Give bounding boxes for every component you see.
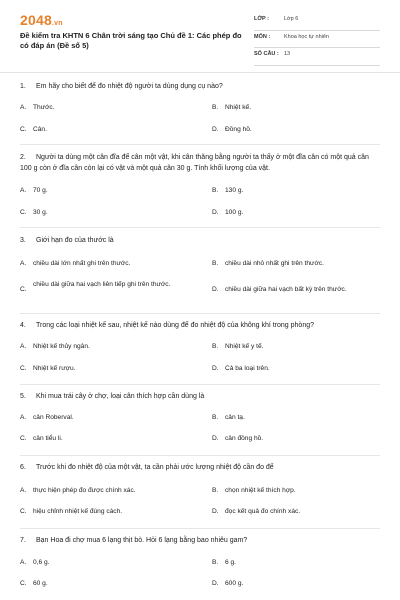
question-6 (0, 462, 400, 532)
question-divider (20, 313, 380, 314)
option-text: cân Roberval. (33, 414, 74, 421)
option-text: cân tạ. (225, 414, 245, 421)
option-text: chiều dài lớn nhất ghi trên thước. (33, 260, 131, 267)
option-letter: D. (212, 580, 219, 587)
option-text: 30 g. (33, 209, 48, 216)
option-letter: C. (20, 286, 27, 293)
option-letter: B. (212, 414, 219, 421)
meta-row-subject (254, 31, 380, 49)
option-text: 60 g. (33, 580, 48, 587)
option-letter: A. (20, 487, 27, 494)
question-text (20, 391, 380, 402)
option-letter: B. (212, 559, 219, 566)
question-text (20, 535, 380, 546)
option-text: hiệu chỉnh nhiệt kế đúng cách. (33, 508, 123, 515)
option-text: 6 g. (225, 559, 236, 566)
option-letter: D. (212, 508, 219, 515)
question-number: 1. (20, 83, 26, 90)
header-divider (0, 72, 400, 73)
document-title: Đề kiểm tra KHTN 6 Chân trời sáng tạo Chủ đề 1: Các phép đo có đáp án (Đề số 5) (20, 31, 242, 50)
option-text: chiều dài nhỏ nhất ghi trên thước. (225, 260, 324, 267)
question-stem: Khi mua trái cây ở chợ, loại cân thích hợp cần dùng là (36, 393, 205, 400)
option-letter: C. (20, 365, 27, 372)
question-divider (20, 144, 380, 145)
option-letter: D. (212, 365, 219, 372)
meta-row-class (254, 13, 380, 31)
option-text: 130 g. (225, 187, 244, 194)
page-header (0, 0, 400, 72)
meta-label: LỚP : (254, 16, 269, 22)
option-letter: D. (212, 286, 219, 293)
option-letter: B. (212, 104, 219, 111)
question-stem: Giới hạn đo của thước là (36, 237, 114, 244)
option-text: 600 g. (225, 580, 244, 587)
option-text: Cân. (33, 126, 47, 133)
meta-label: SỐ CÂU : (254, 51, 279, 57)
question-divider (20, 384, 380, 385)
question-1 (0, 81, 400, 151)
option-text: chiều dài giữa hai vạch bất kỳ trên thước. (225, 286, 347, 293)
option-text: Cả ba loại trên. (225, 365, 270, 372)
option-text: chọn nhiệt kế thích hợp. (225, 487, 296, 494)
option-letter: D. (212, 435, 219, 442)
question-5 (0, 391, 400, 461)
option-letter: B. (212, 187, 219, 194)
question-number: 2. (20, 154, 26, 161)
option-text: Nhiệt kế thủy ngân. (33, 343, 90, 350)
question-divider (20, 528, 380, 529)
question-text (20, 235, 380, 246)
option-letter: D. (212, 126, 219, 133)
meta-label: MÔN : (254, 33, 271, 40)
question-2 (0, 152, 400, 230)
question-stem: Em hãy cho biết để đo nhiệt độ người ta dùng dụng cụ nào? (36, 83, 223, 90)
question-divider (20, 455, 380, 456)
option-letter: C. (20, 209, 27, 216)
question-stem: Trước khi đo nhiệt độ của một vật, ta cần phải ước lượng nhiệt độ cần đo để (36, 464, 274, 471)
option-letter: A. (20, 187, 27, 194)
option-text: cân tiểu li. (33, 435, 63, 442)
question-text (20, 152, 380, 174)
question-text (20, 81, 380, 92)
question-stem: Trong các loại nhiệt kế sau, nhiệt kế nào dùng để đo nhiệt độ của không khí trong phòng? (36, 322, 314, 329)
option-text: 100 g. (225, 209, 244, 216)
option-text: Nhiệt kế. (225, 104, 252, 111)
option-letter: B. (212, 487, 219, 494)
option-text: Đồng hồ. (225, 126, 252, 133)
option-text: thực hiện phép đo được chính xác. (33, 487, 136, 494)
option-text: cân đồng hồ. (225, 435, 264, 442)
option-text: Thước. (33, 104, 55, 111)
option-text: Nhiệt kế rượu. (33, 365, 76, 372)
option-text: Nhiệt kế y tế. (225, 343, 264, 350)
option-letter: B. (212, 343, 219, 350)
option-text: 0,6 g. (33, 559, 50, 566)
option-text: đọc kết quả đo chính xác. (225, 508, 301, 515)
option-letter: A. (20, 343, 27, 350)
question-number: 7. (20, 537, 26, 544)
exam-meta (254, 13, 380, 66)
option-letter: D. (212, 209, 219, 216)
question-number: 5. (20, 393, 26, 400)
option-letter: C. (20, 435, 27, 442)
meta-value: Lớp 6 (284, 16, 299, 22)
question-divider (20, 227, 380, 228)
question-4 (0, 320, 400, 390)
option-letter: A. (20, 260, 27, 267)
option-text: chiều dài giữa hai vạch liên tiếp ghi trên thước. (33, 281, 171, 288)
question-stem: Người ta dùng một cân đĩa để cân một vật, khi cân thăng bằng người ta thấy ở một đĩa cân có một quả cân 100 g còn ở đĩa cân còn lại có vật và một quả cân 30 g. Tính khối lượng của vật. (20, 154, 369, 172)
question-stem: Bạn Hoa đi chợ mua 6 lạng thịt bò. Hỏi 6 lạng bằng bao nhiêu gam? (36, 537, 248, 544)
option-letter: B. (212, 260, 219, 267)
option-text: 70 g. (33, 187, 48, 194)
meta-value: 13 (284, 51, 291, 57)
option-letter: C. (20, 508, 27, 515)
site-logo[interactable] (20, 12, 63, 28)
logo-text: 2048 (20, 12, 52, 28)
option-letter: C. (20, 580, 27, 587)
question-7 (0, 535, 400, 597)
question-3 (0, 235, 400, 317)
question-number: 6. (20, 464, 26, 471)
logo-suffix: .vn (51, 20, 63, 27)
question-text (20, 462, 380, 473)
option-letter: A. (20, 414, 27, 421)
question-text (20, 320, 380, 331)
question-number: 3. (20, 237, 26, 244)
meta-row-count (254, 48, 380, 66)
question-number: 4. (20, 322, 26, 329)
meta-value: Khoa học tự nhiên (284, 33, 329, 40)
option-letter: A. (20, 104, 27, 111)
option-letter: C. (20, 126, 27, 133)
option-letter: A. (20, 559, 27, 566)
